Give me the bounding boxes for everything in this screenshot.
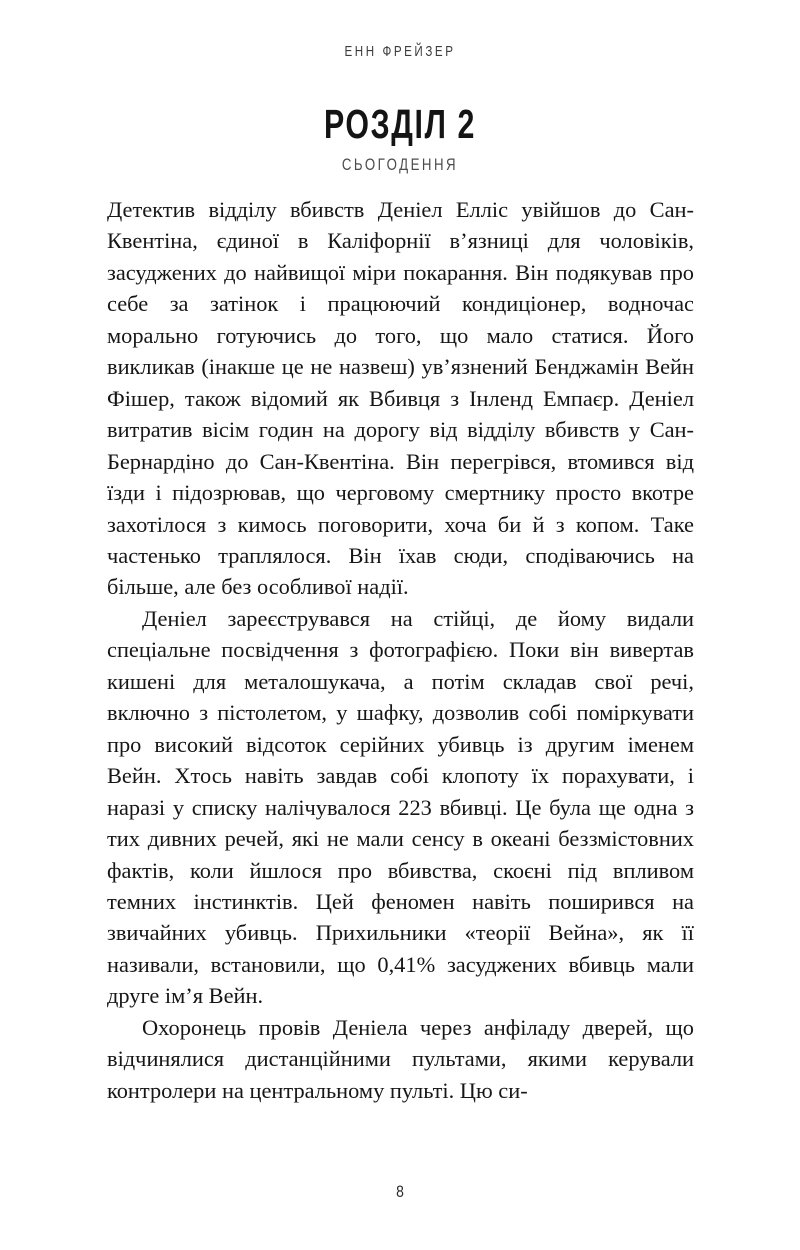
chapter-title: РОЗДІЛ 2 xyxy=(323,101,477,147)
page-number: 8 xyxy=(396,1182,404,1201)
chapter-subtitle: СЬОГОДЕННЯ xyxy=(341,154,459,174)
chapter-heading xyxy=(0,101,800,175)
paragraph-2: Деніел зареєструвався на стійці, де йому видали спеціальне посвідчення з фотографією. Поки він вивертав кишені для металошукача, а потім складав свої речі, включно з пістолетом, у шафку, дозволив собі поміркувати про високий відсоток серійних убивць із другим іменем Вейн. Хтось навіть завдав собі клопоту їх порахувати, і наразі у списку налічувалося 223 вбивці. Це була ще одна з тих дивних речей, які не мали сенсу в океані беззмістовних фактів, коли йшлося про вбивства, скоєні під впливом темних інстинктів. Цей феномен навіть поширився на звичайних убивць. Прихильники «теорії Вейна», як її називали, встановили, що 0,41% засуджених вбивць мали друге ім’я Вейн. xyxy=(107,605,694,1009)
paragraph-3: Охоронець провів Деніела через анфіладу дверей, що відчинялися дистанційними пультами, якими керували контролери на центральному пульті. Цю си- xyxy=(107,1014,694,1103)
running-head-author: ЕНН ФРЕЙЗЕР xyxy=(344,44,456,60)
paragraph-1: Детектив відділу вбивств Деніел Елліс увійшов до Сан-Квентіна, єдиної в Каліфорнії в’язниці для чоловіків, засуджених до найвищої міри покарання. Він подякував про себе за затінок і працюючий кондиціонер, водночас морально готуючись до того, що мало статися. Його викликав (інакше це не назвеш) ув’язнений Бенджамін Вейн Фішер, також відомий як Вбивця з Інленд Емпаєр. Деніел витратив вісім годин на дорогу від відділу вбивств у Сан-Бернардіно до Сан-Квентіна. Він перегрівся, втомився від їзди і підозрював, що черговому смертнику просто вкотре захотілося з кимось поговорити, хоча би й з копом. Таке частенько траплялося. Він їхав сюди, сподіваючись на більше, але без особливої надії. xyxy=(107,197,694,600)
body-text-block xyxy=(107,194,694,1106)
